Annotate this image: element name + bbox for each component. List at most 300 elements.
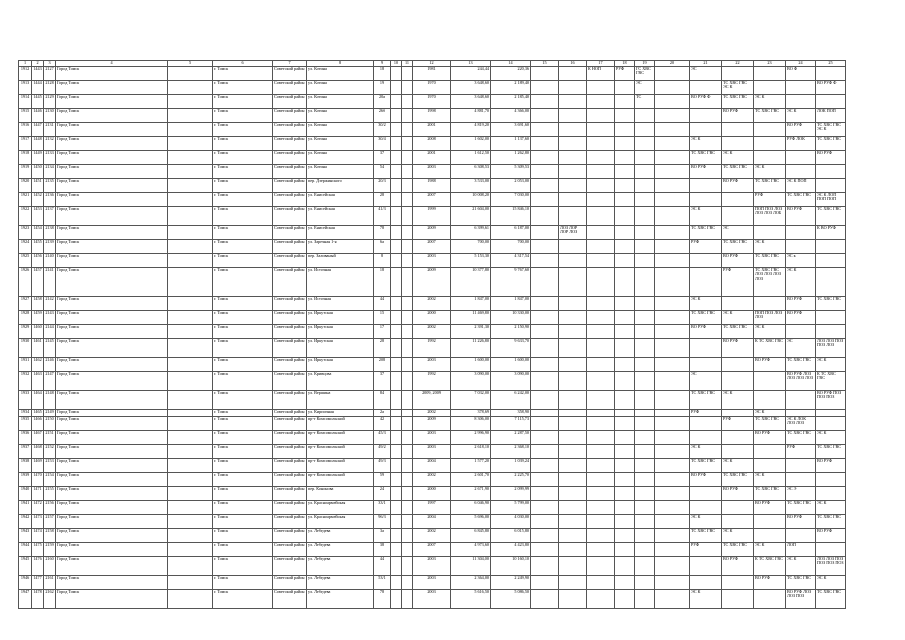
table-row xyxy=(19,296,846,310)
table-cell xyxy=(722,514,754,528)
table-cell: 2 601,70 xyxy=(451,472,491,486)
table-cell: 2129 xyxy=(44,94,56,108)
table-cell: 1 039,24 xyxy=(491,458,531,472)
table-cell: ул. Иркутская xyxy=(307,357,374,371)
table-cell: ТС ХВС ГВС ЛОЗ ЛОЗ ЛОЗ ЛОЗ xyxy=(754,267,786,296)
table-cell xyxy=(615,472,635,486)
table-cell xyxy=(531,589,559,608)
table-cell xyxy=(786,225,816,239)
table-cell: Город Томск xyxy=(56,122,168,136)
table-cell xyxy=(168,206,213,225)
table-cell xyxy=(402,206,413,225)
table-cell: 2 249,90 xyxy=(491,575,531,589)
table-cell xyxy=(587,416,615,430)
table-cell: 20а xyxy=(374,94,391,108)
table-cell: ВО РУФ xyxy=(754,575,786,589)
table-cell: 2148 xyxy=(44,390,56,409)
table-cell xyxy=(816,253,846,267)
table-cell: 37 xyxy=(374,150,391,164)
table-cell: г. Томск xyxy=(213,556,273,575)
table-cell xyxy=(391,390,402,409)
table-cell: ЭС xyxy=(722,225,754,239)
table-cell: 2 391,30 xyxy=(451,324,491,338)
table-cell: ТС ХВС ГВС xyxy=(786,357,816,371)
table-cell: г. Томск xyxy=(213,500,273,514)
table-cell: пер. Кононова xyxy=(307,486,374,500)
table-cell: 1 600,00 xyxy=(491,357,531,371)
column-number-header: 4 xyxy=(56,61,168,67)
table-cell: 5 086,50 xyxy=(491,589,531,608)
table-cell xyxy=(391,66,402,80)
table-cell: Город Томск xyxy=(56,338,168,357)
table-cell: 378,69 xyxy=(451,409,491,416)
table-cell xyxy=(391,444,402,458)
table-cell xyxy=(168,444,213,458)
table-cell: ТС ХВС ГВС xyxy=(816,589,846,608)
table-cell xyxy=(402,416,413,430)
table-cell xyxy=(690,108,722,122)
table-cell xyxy=(559,416,587,430)
table-cell xyxy=(722,575,754,589)
table-cell xyxy=(402,444,413,458)
table-cell: 2004 xyxy=(413,458,451,472)
table-cell: 2157 xyxy=(44,514,56,528)
table-cell: 1469 xyxy=(32,458,44,472)
table-cell: Советский район xyxy=(273,66,307,80)
table-cell: 2003 xyxy=(413,556,451,575)
table-cell: Город Томск xyxy=(56,486,168,500)
table-cell: ЭС К xyxy=(754,542,786,556)
table-cell xyxy=(587,528,615,542)
table-cell: ЭС xyxy=(690,66,722,80)
table-cell: ГС ХВС ГВС xyxy=(635,66,655,80)
table-cell: ТС ХВС ГВС xyxy=(722,324,754,338)
table-cell: Советский район xyxy=(273,324,307,338)
table-cell xyxy=(655,430,690,444)
table-cell: РУФ ЛОК xyxy=(786,136,816,150)
table-cell: Город Томск xyxy=(56,416,168,430)
table-cell: Город Томск xyxy=(56,150,168,164)
table-cell xyxy=(754,80,786,94)
table-cell xyxy=(655,253,690,267)
table-cell xyxy=(168,500,213,514)
table-cell xyxy=(587,338,615,357)
table-cell: 2133 xyxy=(44,150,56,164)
table-cell: ЭС К ЛОП ПОП ПОП xyxy=(816,192,846,206)
table-cell: ул. Котина xyxy=(307,164,374,178)
table-cell: 1452 xyxy=(32,192,44,206)
table-cell xyxy=(391,430,402,444)
table-cell: 2162 xyxy=(44,589,56,608)
table-cell xyxy=(391,80,402,94)
table-cell: Советский район xyxy=(273,409,307,416)
table-cell: 2139 xyxy=(44,239,56,253)
table-cell xyxy=(816,178,846,192)
table-cell xyxy=(635,500,655,514)
table-cell: 9 767,60 xyxy=(491,267,531,296)
table-cell: 2161 xyxy=(44,575,56,589)
table-cell xyxy=(402,192,413,206)
table-cell xyxy=(615,267,635,296)
table-cell: 53/1 xyxy=(374,575,391,589)
table-cell xyxy=(655,225,690,239)
table-cell: ТС ХВС ГВС xyxy=(722,542,754,556)
table-cell xyxy=(168,108,213,122)
table-cell xyxy=(615,589,635,608)
table-cell: 1927 xyxy=(19,296,32,310)
table-cell: Город Томск xyxy=(56,253,168,267)
table-cell: 2145 xyxy=(44,338,56,357)
table-cell: 2009 xyxy=(413,267,451,296)
table-cell: ТС ХВС ГВС xyxy=(690,225,722,239)
table-cell: ул. Красноармейская xyxy=(307,500,374,514)
table-cell xyxy=(391,514,402,528)
table-cell: г. Томск xyxy=(213,206,273,225)
table-cell xyxy=(168,514,213,528)
table-cell: 1992 xyxy=(413,371,451,390)
table-cell: ВО РУФ xyxy=(722,253,754,267)
table-cell: Город Томск xyxy=(56,206,168,225)
column-number-header: 11 xyxy=(402,61,413,67)
table-cell: г. Томск xyxy=(213,444,273,458)
table-cell: 2146 xyxy=(44,357,56,371)
table-cell xyxy=(816,409,846,416)
table-cell xyxy=(635,575,655,589)
table-cell xyxy=(559,458,587,472)
table-cell xyxy=(168,296,213,310)
table-cell xyxy=(587,500,615,514)
table-cell xyxy=(391,225,402,239)
table-cell xyxy=(587,253,615,267)
table-cell: г. Томск xyxy=(213,150,273,164)
table-cell: 1933 xyxy=(19,390,32,409)
table-cell xyxy=(722,206,754,225)
table-cell xyxy=(587,324,615,338)
table-cell: ул. Котина xyxy=(307,108,374,122)
table-row xyxy=(19,458,846,472)
table-cell: ЭС К xyxy=(754,164,786,178)
table-cell: ВО РУФ Ф xyxy=(816,80,846,94)
table-cell: ТС ХВС ГВС ЭС К xyxy=(722,80,754,94)
table-cell: 6 046,90 xyxy=(451,500,491,514)
table-row xyxy=(19,108,846,122)
table-cell: 2138 xyxy=(44,225,56,239)
table-cell xyxy=(402,472,413,486)
table-cell: ЭС К xyxy=(754,324,786,338)
table-cell: 7 030,00 xyxy=(491,192,531,206)
table-cell: Советский район xyxy=(273,310,307,324)
table-cell: РУФ xyxy=(722,267,754,296)
table-cell xyxy=(655,296,690,310)
table-cell xyxy=(168,589,213,608)
table-cell xyxy=(615,444,635,458)
table-cell xyxy=(559,486,587,500)
table-cell: 19 xyxy=(374,80,391,94)
table-cell xyxy=(391,206,402,225)
table-cell: Город Томск xyxy=(56,472,168,486)
table-cell: 30/2 xyxy=(374,122,391,136)
table-cell: 1477 xyxy=(32,575,44,589)
table-cell: г. Томск xyxy=(213,267,273,296)
table-cell xyxy=(391,178,402,192)
table-cell: 3 691,60 xyxy=(491,122,531,136)
table-cell: ТС ХВС ГВС xyxy=(690,150,722,164)
table-cell: ЭС К xyxy=(754,409,786,416)
table-cell xyxy=(587,150,615,164)
table-cell xyxy=(655,357,690,371)
table-cell xyxy=(615,514,635,528)
table-cell xyxy=(559,575,587,589)
table-cell: г. Томск xyxy=(213,225,273,239)
table-row xyxy=(19,357,846,371)
table-cell xyxy=(587,458,615,472)
table-cell xyxy=(559,556,587,575)
table-cell xyxy=(391,409,402,416)
table-cell: 1466 xyxy=(32,416,44,430)
table-cell: 24 xyxy=(374,486,391,500)
column-number-header: 3 xyxy=(44,61,56,67)
table-cell xyxy=(587,486,615,500)
table-cell xyxy=(559,390,587,409)
table-cell: Советский район xyxy=(273,338,307,357)
table-cell xyxy=(168,338,213,357)
table-cell xyxy=(786,324,816,338)
table-row xyxy=(19,150,846,164)
table-cell: г. Томск xyxy=(213,164,273,178)
table-cell: 208 xyxy=(374,357,391,371)
table-cell: ЛОП xyxy=(786,542,816,556)
table-cell: Советский район xyxy=(273,80,307,94)
table-cell xyxy=(587,430,615,444)
table-cell: 1946 xyxy=(19,575,32,589)
table-cell: 1474 xyxy=(32,528,44,542)
table-cell xyxy=(690,416,722,430)
table-cell xyxy=(655,371,690,390)
table-row xyxy=(19,444,846,458)
table-cell xyxy=(531,556,559,575)
table-cell xyxy=(587,192,615,206)
table-cell: ЭС К xyxy=(690,589,722,608)
table-cell: Советский район xyxy=(273,206,307,225)
table-cell: г. Томск xyxy=(213,371,273,390)
table-cell xyxy=(635,430,655,444)
table-cell xyxy=(531,108,559,122)
table-cell xyxy=(816,472,846,486)
table-cell: ЭС К xyxy=(816,430,846,444)
table-cell: ул. Лебедева xyxy=(307,528,374,542)
table-cell: 2130 xyxy=(44,108,56,122)
column-number-header: 6 xyxy=(213,61,273,67)
table-cell xyxy=(391,94,402,108)
table-cell: ул. Лебедева xyxy=(307,575,374,589)
table-cell: г. Томск xyxy=(213,514,273,528)
table-cell: ЭС К xyxy=(786,108,816,122)
table-cell: ВО РУФ xyxy=(722,556,754,575)
table-cell: ВО РУФ xyxy=(722,486,754,500)
table-cell: Город Томск xyxy=(56,296,168,310)
table-cell: ЛОЗ ЛОР ЛОР ЛОЗ xyxy=(559,225,587,239)
table-cell: г. Томск xyxy=(213,575,273,589)
table-cell: ул. Источная xyxy=(307,267,374,296)
table-cell xyxy=(531,324,559,338)
table-cell xyxy=(587,80,615,94)
table-cell: 2159 xyxy=(44,542,56,556)
table-cell xyxy=(402,357,413,371)
table-cell xyxy=(402,371,413,390)
table-row xyxy=(19,206,846,225)
table-cell: 1 262,80 xyxy=(491,150,531,164)
table-cell: 1455 xyxy=(32,239,44,253)
table-cell xyxy=(615,542,635,556)
table-cell: 1934 xyxy=(19,409,32,416)
table-cell: 2009 xyxy=(413,225,451,239)
table-cell: Город Томск xyxy=(56,409,168,416)
table-cell: 1970 xyxy=(413,80,451,94)
table-cell: РУФ xyxy=(786,444,816,458)
table-cell xyxy=(168,310,213,324)
table-cell xyxy=(635,472,655,486)
table-cell: 2142 xyxy=(44,296,56,310)
table-cell: Город Томск xyxy=(56,390,168,409)
table-cell xyxy=(690,253,722,267)
table-cell: ТС ХВС ГВС xyxy=(690,390,722,409)
table-cell: 2000 xyxy=(413,310,451,324)
table-cell xyxy=(402,575,413,589)
table-cell: 2009 xyxy=(413,416,451,430)
table-row xyxy=(19,575,846,589)
table-cell xyxy=(391,267,402,296)
table-cell: ТС ХВС ГВС xyxy=(816,444,846,458)
table-cell: 1445 xyxy=(32,94,44,108)
table-cell: Советский район xyxy=(273,267,307,296)
table-cell xyxy=(655,136,690,150)
table-cell: пр-т Комсомольский xyxy=(307,430,374,444)
table-cell: 2147 xyxy=(44,371,56,390)
table-cell xyxy=(391,416,402,430)
table-cell: 2143 xyxy=(44,310,56,324)
table-cell: г. Томск xyxy=(213,310,273,324)
table-cell xyxy=(754,371,786,390)
table-cell: 1932 xyxy=(19,371,32,390)
table-cell xyxy=(587,444,615,458)
table-cell xyxy=(615,357,635,371)
table-cell xyxy=(391,122,402,136)
table-cell xyxy=(559,296,587,310)
table-cell xyxy=(391,324,402,338)
table-cell xyxy=(655,556,690,575)
table-cell xyxy=(655,390,690,409)
table-cell xyxy=(587,409,615,416)
table-cell: ВО РУФ xyxy=(690,472,722,486)
table-cell: 11 304,00 xyxy=(451,556,491,575)
table-cell xyxy=(402,324,413,338)
table-cell: г. Томск xyxy=(213,253,273,267)
table-cell: Советский район xyxy=(273,136,307,150)
table-cell xyxy=(635,296,655,310)
table-row xyxy=(19,122,846,136)
table-cell xyxy=(690,486,722,500)
table-cell: РУФ xyxy=(615,66,635,80)
table-cell xyxy=(531,94,559,108)
table-cell: 1 600,00 xyxy=(451,357,491,371)
table-cell: 78 xyxy=(374,225,391,239)
table-row xyxy=(19,390,846,409)
table-cell xyxy=(655,310,690,324)
table-cell xyxy=(786,164,816,178)
table-cell xyxy=(786,390,816,409)
table-cell: Город Томск xyxy=(56,458,168,472)
table-cell xyxy=(402,296,413,310)
table-cell: ЭС xyxy=(635,80,655,94)
table-cell: 3 648,60 xyxy=(451,94,491,108)
table-cell: ЭС К ПОП xyxy=(786,178,816,192)
table-cell: г. Томск xyxy=(213,390,273,409)
table-cell xyxy=(655,409,690,416)
table-cell: 3 090,00 xyxy=(491,371,531,390)
table-cell: ТС ХВС ГВС xyxy=(690,528,722,542)
table-cell xyxy=(531,371,559,390)
table-cell: Советский район xyxy=(273,556,307,575)
table-cell xyxy=(168,253,213,267)
table-cell: Советский район xyxy=(273,390,307,409)
table-cell: 28 xyxy=(374,338,391,357)
table-cell xyxy=(402,225,413,239)
table-cell xyxy=(587,472,615,486)
table-cell: 6 015,80 xyxy=(491,528,531,542)
table-cell xyxy=(722,136,754,150)
table-cell xyxy=(559,136,587,150)
table-cell: ТС ХВС ГВС xyxy=(786,192,816,206)
table-cell: ЭС К xyxy=(754,239,786,253)
table-cell xyxy=(786,458,816,472)
table-cell: 1917 xyxy=(19,136,32,150)
table-cell: 2 996,90 xyxy=(451,430,491,444)
table-cell xyxy=(559,514,587,528)
table-cell: 1938 xyxy=(19,458,32,472)
table-cell xyxy=(635,150,655,164)
table-cell: Город Томск xyxy=(56,310,168,324)
table-cell: Советский район xyxy=(273,500,307,514)
table-cell xyxy=(559,94,587,108)
table-cell: 1936 xyxy=(19,430,32,444)
table-cell: 1456 xyxy=(32,253,44,267)
table-cell xyxy=(690,357,722,371)
table-cell xyxy=(615,500,635,514)
table-cell: Советский район xyxy=(273,514,307,528)
table-cell: пер. Заливаный xyxy=(307,253,374,267)
column-number-header: 10 xyxy=(391,61,402,67)
table-cell xyxy=(655,444,690,458)
table-cell: Город Томск xyxy=(56,514,168,528)
table-cell: 1929 xyxy=(19,324,32,338)
table-cell: г. Томск xyxy=(213,486,273,500)
table-cell xyxy=(655,122,690,136)
table-cell xyxy=(402,556,413,575)
table-cell: 2150 xyxy=(44,416,56,430)
table-cell: 1997 xyxy=(413,500,451,514)
table-cell: 1988 xyxy=(413,178,451,192)
table-cell xyxy=(168,528,213,542)
table-cell xyxy=(722,589,754,608)
table-cell: 4 317,54 xyxy=(491,253,531,267)
table-cell: 10 330,00 xyxy=(491,310,531,324)
table-cell: ЛОЗ ЛОЗ ПОЗ ПОЗ ПОЗ ПОЗ xyxy=(816,556,846,575)
table-cell: Советский район xyxy=(273,430,307,444)
table-cell: ЭС к xyxy=(786,253,816,267)
column-number-header: 2 xyxy=(32,61,44,67)
table-cell: 1 577,20 xyxy=(451,458,491,472)
table-cell xyxy=(531,444,559,458)
